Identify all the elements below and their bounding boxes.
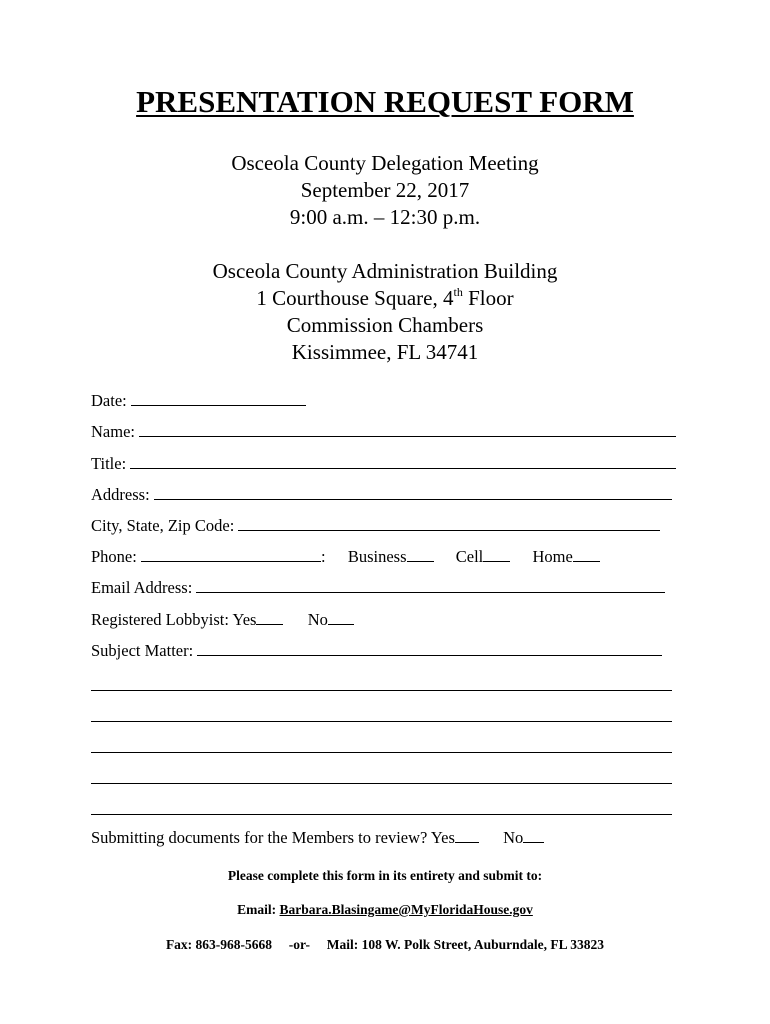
mail-text: Mail: 108 W. Polk Street, Auburndale, FL 33823	[326, 937, 605, 952]
email-prefix: Email:	[237, 902, 280, 917]
documents-row	[91, 828, 544, 848]
subject-label: Subject Matter:	[91, 641, 194, 660]
fax-text: Fax: 863-968-5668	[165, 937, 273, 952]
submit-instruction: Please complete this form in its entirety and submit to:	[227, 868, 543, 883]
title-label: Title:	[91, 454, 127, 473]
city-state-zip-field[interactable]	[238, 516, 660, 531]
address-label: Address:	[91, 485, 150, 504]
lobbyist-row	[91, 610, 354, 630]
phone-field[interactable]	[141, 547, 321, 562]
date-field[interactable]	[131, 391, 306, 406]
or-text: -or-	[288, 937, 311, 952]
business-label: Business	[347, 547, 407, 566]
email-label: Email Address:	[91, 578, 193, 597]
email-link[interactable]: Barbara.Blasingame@MyFloridaHouse.gov	[279, 902, 533, 917]
name-field[interactable]	[139, 422, 676, 437]
street-suffix: Floor	[462, 286, 514, 310]
contact-line	[0, 937, 770, 953]
title-field[interactable]	[130, 454, 676, 469]
title-row	[91, 454, 676, 474]
date-row	[91, 391, 306, 411]
street-address	[0, 285, 770, 311]
address-field[interactable]	[154, 485, 672, 500]
email-line	[0, 902, 770, 918]
date-label: Date:	[91, 391, 127, 410]
home-label: Home	[532, 547, 573, 566]
home-checkbox[interactable]	[573, 547, 600, 562]
business-checkbox[interactable]	[407, 547, 434, 562]
name-row	[91, 422, 676, 442]
meeting-time: 9:00 a.m. – 12:30 p.m.	[289, 205, 481, 229]
phone-row	[91, 547, 600, 567]
subject-field[interactable]	[197, 641, 662, 656]
cell-label: Cell	[455, 547, 484, 566]
lobbyist-yes-checkbox[interactable]	[256, 610, 283, 625]
city-line: Kissimmee, FL 34741	[291, 340, 479, 364]
street-sup: th	[453, 285, 463, 299]
subject-line-1[interactable]	[91, 676, 672, 691]
subject-line-3[interactable]	[91, 738, 672, 753]
email-row	[91, 578, 665, 598]
subject-line-5[interactable]	[91, 800, 672, 815]
meeting-date: September 22, 2017	[300, 178, 470, 202]
phone-label: Phone:	[91, 547, 137, 566]
cell-checkbox[interactable]	[483, 547, 510, 562]
documents-yes-checkbox[interactable]	[455, 828, 479, 843]
address-row	[91, 485, 672, 505]
subject-line-4[interactable]	[91, 769, 672, 784]
lobbyist-no-label: No	[307, 610, 328, 629]
documents-no-checkbox[interactable]	[523, 828, 544, 843]
lobbyist-label: Registered Lobbyist: Yes	[91, 610, 257, 629]
city-state-zip-label: City, State, Zip Code:	[91, 516, 235, 535]
documents-no-label: No	[503, 828, 524, 847]
room-name: Commission Chambers	[286, 313, 484, 337]
phone-colon: :	[320, 547, 326, 566]
subject-line-2[interactable]	[91, 707, 672, 722]
subject-row	[91, 641, 662, 661]
street-prefix: 1 Courthouse Square, 4	[256, 286, 454, 310]
building-name: Osceola County Administration Building	[212, 259, 558, 283]
name-label: Name:	[91, 422, 135, 441]
email-field[interactable]	[196, 578, 665, 593]
meeting-name: Osceola County Delegation Meeting	[231, 151, 539, 175]
lobbyist-no-checkbox[interactable]	[328, 610, 354, 625]
city-state-zip-row	[91, 516, 660, 536]
documents-label: Submitting documents for the Members to review? Yes	[91, 828, 455, 847]
form-title: PRESENTATION REQUEST FORM	[136, 84, 634, 119]
